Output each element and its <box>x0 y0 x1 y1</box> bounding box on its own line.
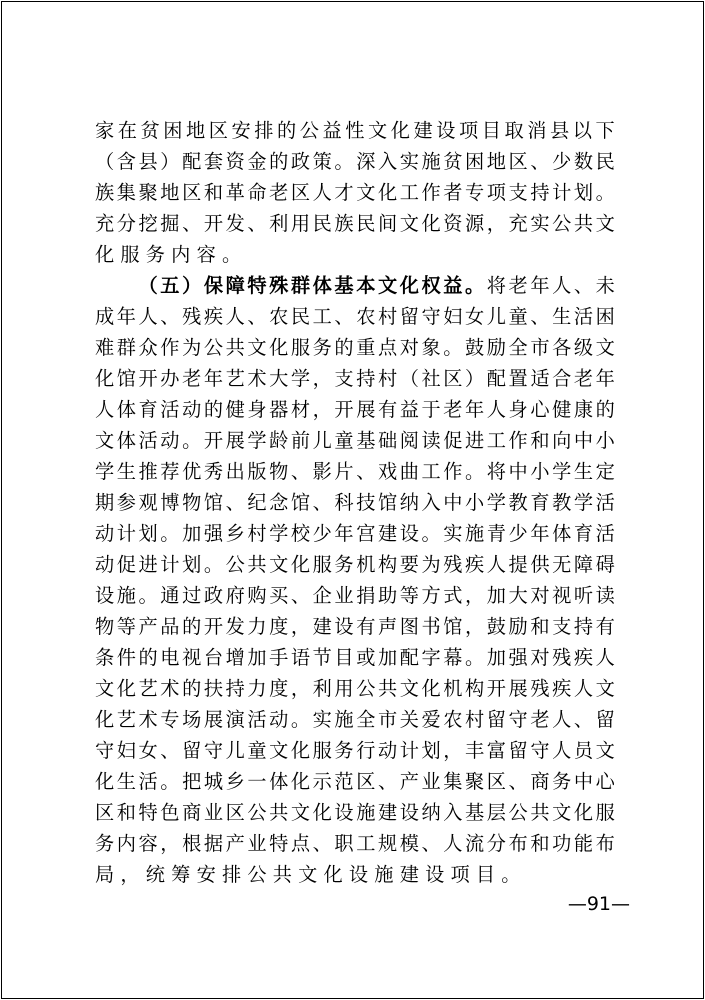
text-line: 化 馆 开 办 老 年 艺 术 大 学 ， 支 持 村 （ 社 区 ） 配 置 适 合 老 年 <box>95 367 615 390</box>
text-line: 期 参 观 博 物 馆 、 纪 念 馆 、 科 技 馆 纳 入 中 小 学 教 育 教 学 活 <box>95 491 615 514</box>
text-line: 人 体 育 活 动 的 健 身 器 材 ， 开 展 有 益 于 老 年 人 身 心 健 康 的 <box>95 398 615 421</box>
page-number: —91— <box>567 893 630 915</box>
text-line: 局 ， 统 筹 安 排 公 共 文 化 设 施 建 设 项 目 。 <box>95 863 527 886</box>
text-line: 设 施 。 通 过 政 府 购 买 、 企 业 捐 助 等 方 式 ， 加 大 对 视 听 读 <box>95 584 615 607</box>
text-line: 学 生 推 荐 优 秀 出 版 物 、 影 片 、 戏 曲 工 作 。 将 中 小 学 生 定 <box>95 460 615 483</box>
text-line: 充 分 挖 掘 、 开 发 、 利 用 民 族 民 间 文 化 资 源 ， 充 实 公 共 文 <box>95 212 615 235</box>
text-line: 家 在 贫 困 地 区 安 排 的 公 益 性 文 化 建 设 项 目 取 消 县 以 下 <box>95 119 615 142</box>
document-body <box>95 115 615 890</box>
text-line: 化 服 务 内 容 。 <box>95 243 248 266</box>
text-line: 成 年 人 、 残 疾 人 、 农 民 工 、 农 村 留 守 妇 女 儿 童 、 生 活 困 <box>95 305 615 328</box>
text-line: 化 艺 术 专 场 展 演 活 动 。 实 施 全 市 关 爱 农 村 留 守 老 人 、 留 <box>95 708 615 731</box>
text-line: 化 生 活 。 把 城 乡 一 体 化 示 范 区 、 产 业 集 聚 区 、 商 务 中 心 <box>95 770 615 793</box>
text-line: 守 妇 女 、 留 守 儿 童 文 化 服 务 行 动 计 划 ， 丰 富 留 守 人 员 文 <box>95 739 615 762</box>
text-line: （ 五 ） 保 障 特 殊 群 体 基 本 文 化 权 益 。 将 老 年 人 、 未 <box>138 274 615 297</box>
text-line: 动 促 进 计 划 。 公 共 文 化 服 务 机 构 要 为 残 疾 人 提 供 无 障 碍 <box>95 553 615 576</box>
text-line: 动 计 划 。 加 强 乡 村 学 校 少 年 宫 建 设 。 实 施 青 少 年 体 育 活 <box>95 522 615 545</box>
text-line: 文 体 活 动 。 开 展 学 龄 前 儿 童 基 础 阅 读 促 进 工 作 和 向 中 小 <box>95 429 615 452</box>
text-line: 族 集 聚 地 区 和 革 命 老 区 人 才 文 化 工 作 者 专 项 支 持 计 划 。 <box>95 181 615 204</box>
text-line: 条 件 的 电 视 台 增 加 手 语 节 目 或 加 配 字 幕 。 加 强 对 残 疾 人 <box>95 646 615 669</box>
text-line: 务 内 容 ， 根 据 产 业 特 点 、 职 工 规 模 、 人 流 分 布 和 功 能 布 <box>95 832 615 855</box>
text-line: 文 化 艺 术 的 扶 持 力 度 ， 利 用 公 共 文 化 机 构 开 展 残 疾 人 文 <box>95 677 615 700</box>
text-line: （ 含 县 ） 配 套 资 金 的 政 策 。 深 入 实 施 贫 困 地 区 、 少 数 民 <box>95 150 615 173</box>
text-line: 物 等 产 品 的 开 发 力 度 ， 建 设 有 声 图 书 馆 ， 鼓 励 和 支 持 有 <box>95 615 615 638</box>
text-line: 区 和 特 色 商 业 区 公 共 文 化 设 施 建 设 纳 入 基 层 公 共 文 化 服 <box>95 801 615 824</box>
text-line: 难 群 众 作 为 公 共 文 化 服 务 的 重 点 对 象 。 鼓 励 全 市 各 级 文 <box>95 336 615 359</box>
